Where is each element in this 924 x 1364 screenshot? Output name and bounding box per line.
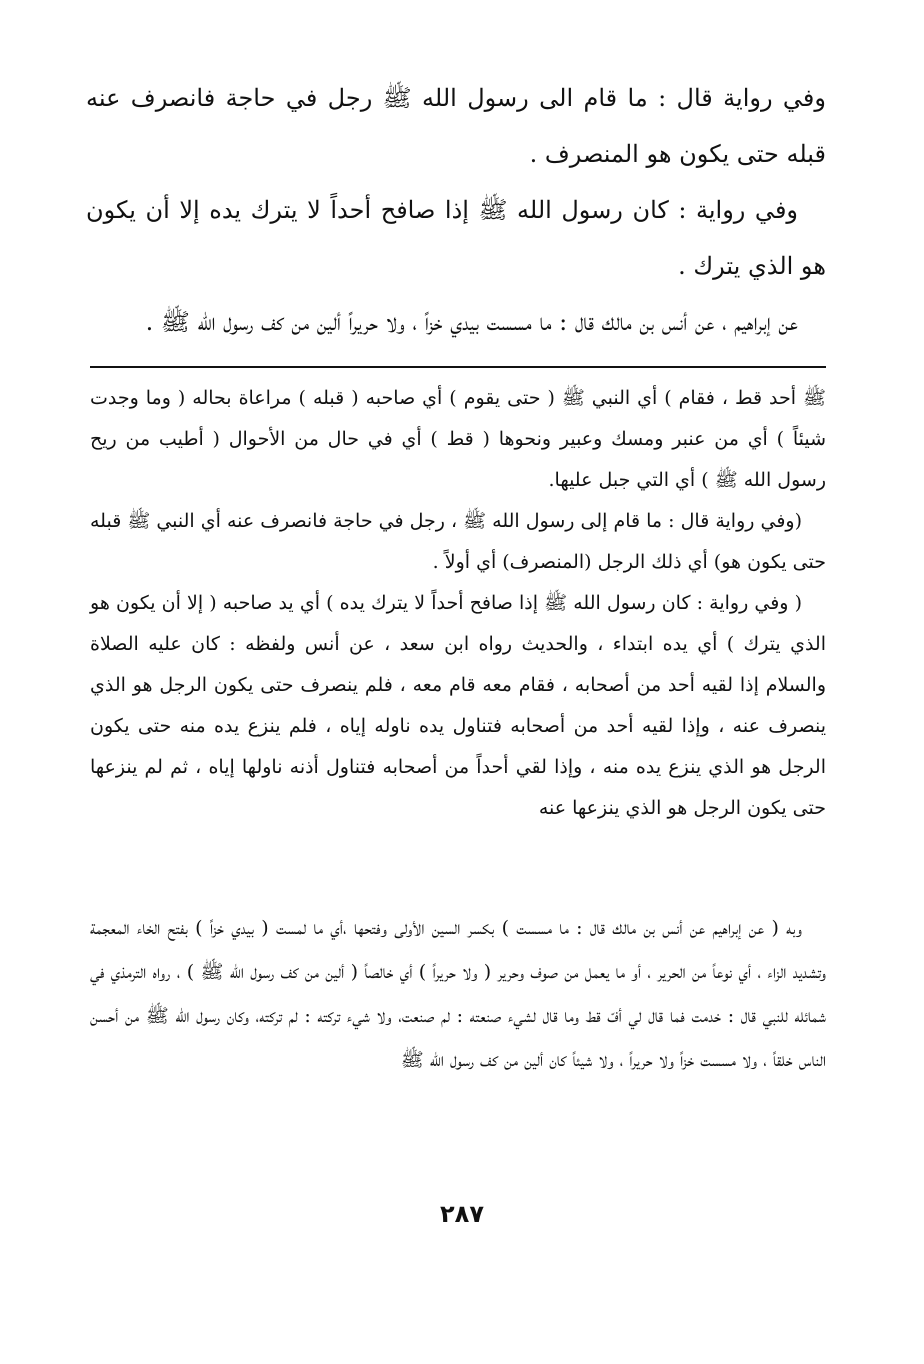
footnotes (90, 378, 826, 829)
footnote-paragraph: ﷺ أحد قط ، فقام ) أي النبي ﷺ ( حتى يقوم ) أي صاحبه ( قبله ) مراعاة بحاله ( وما وجدت شيئاً ) أي من عنبر ومسك وعبير ونحوها ( قط ) أي في حال من الأحوال ( أطيب من ريح رسول الله ﷺ ) أي التي جبل عليها. (90, 387, 826, 491)
commentary (90, 906, 826, 1082)
main-paragraph: وفي رواية قال : ما قام الى رسول الله ﷺ رجل في حاجة فانصرف عنه قبله حتى يكون هو المنصرف . (86, 84, 826, 168)
footnote-paragraph: ( وفي رواية : كان رسول الله ﷺ إذا صافح أحداً لا يترك يده ) أي يد صاحبه ( إلا أن يكون هو الذي يترك ) أي يده ابتداء ، والحديث رواه ابن سعد ، عن أنس ولفظه : كان عليه الصلاة والسلام إذا لقيه أحد من أصحابه ، فقام معه قام معه ، فلم ينصرف حتى يكون الرجل هو الذي ينصرف عنه ، وإذا لقيه أحد من أصحابه فتناول يده ناوله إياه ، فلم ينزع يده منه حتى يكون الرجل هو الذي ينزع يده منه ، وإذا لقي أحداً من أصحابه فتناول أذنه ناولها إياه ، ثم لم ينزعها حتى يكون الرجل هو الذي ينزعها عنه (90, 592, 826, 819)
footnote-separator (90, 366, 826, 368)
footnote-paragraph: (وفي رواية قال : ما قام إلى رسول الله ﷺ ، رجل في حاجة فانصرف عنه أي النبي ﷺ قبله حتى يكون هو) أي ذلك الرجل (المنصرف) أي أولاً . (90, 510, 826, 573)
commentary-paragraph: وبه ( عن إبراهيم عن أنس بن مالك قال : ما مسست ) بكسر السين الأولى وفتحها ،أي ما لمست ( بيدي خزاً ) بفتح الخاء المعجمة وتشديد الزاء ، أي نوعاً من الحرير ، أو ما يعمل من صوف وحرير ( ولا حريراً ) أي خالصاً ( ألين من كف رسول الله ﷺ ) ، رواه الترمذي في شمائله للنبي قال : خدمت فما قال لي أفّ قط وما قال لشيء صنعته : لم صنعت، ولا شيء تركته : لم تركته، وكان رسول الله ﷺ من أحسن الناس خلقاً ، ولا مسست خزاً ولا حريراً ، ولا شيئاً كان ألين من كف رسول الله ﷺ (90, 917, 826, 1071)
page-number: ٢٨٧ (440, 1200, 484, 1228)
main-text (86, 70, 826, 350)
main-paragraph: عن إبراهيم ، عن أنس بن مالك قال : ما مسست بيدي خزاً ، ولا حريراً ألين من كف رسول الله ﷺ . (145, 308, 798, 336)
main-paragraph: وفي رواية : كان رسول الله ﷺ إذا صافح أحداً لا يترك يده إلا أن يكون هو الذي يترك . (86, 196, 826, 280)
